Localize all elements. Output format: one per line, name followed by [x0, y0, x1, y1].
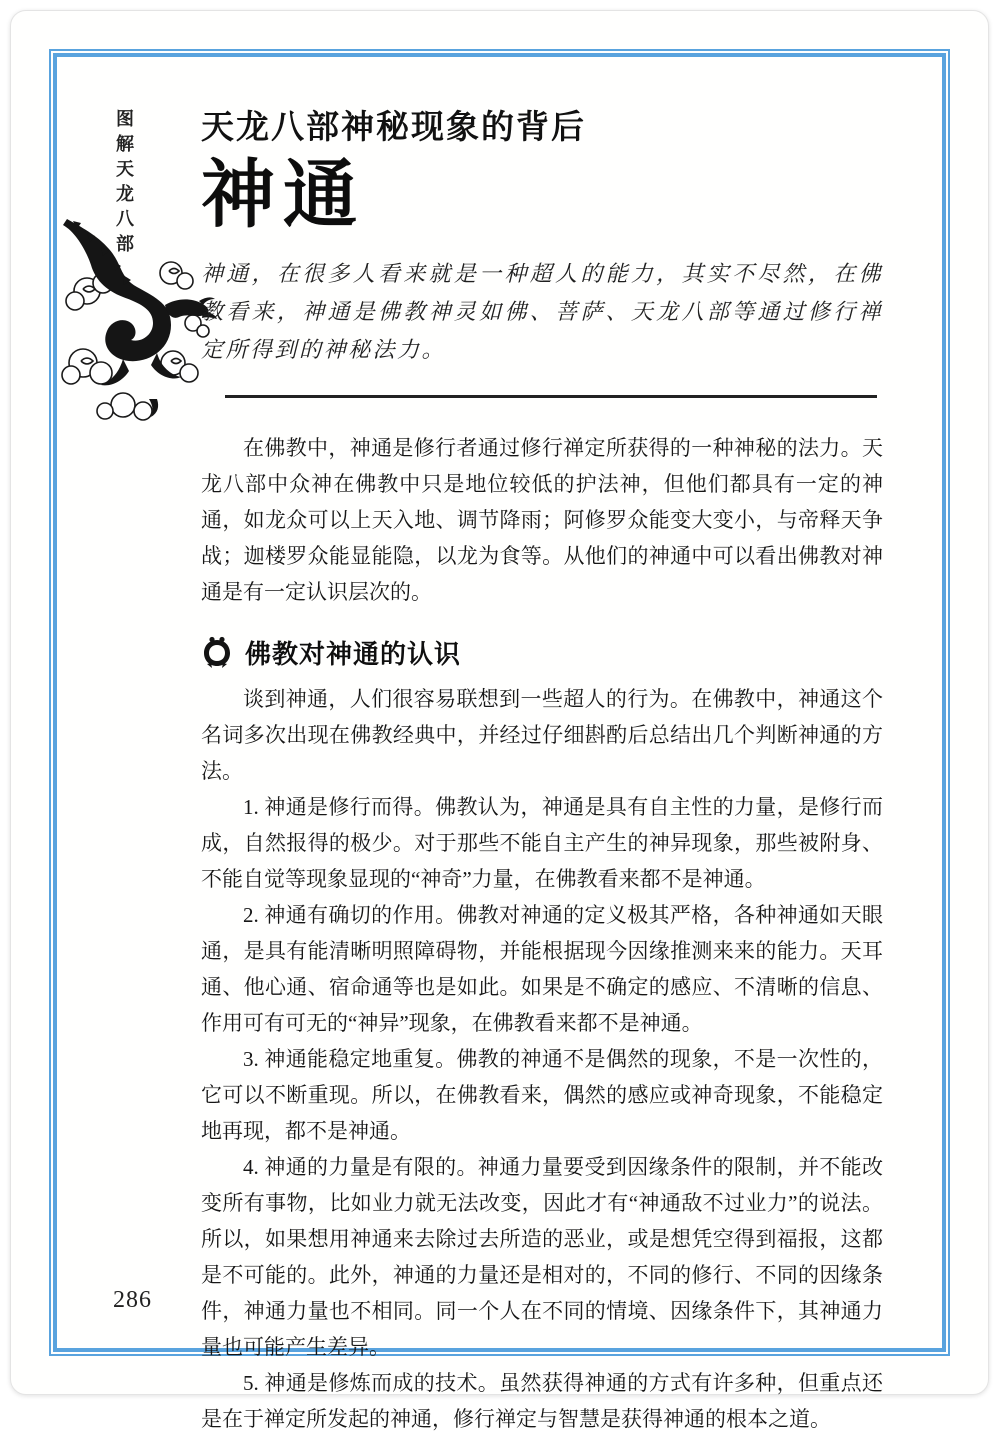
page-content [201, 107, 883, 1437]
intro-paragraph: 神通，在很多人看来就是一种超人的能力，其实不尽然，在佛教看来，神通是佛教神灵如佛、菩萨、天龙八部等通过修行禅定所得到的神秘法力。 [201, 261, 883, 362]
section-heading-row [201, 634, 883, 671]
point-paragraph-2: 2. 神通有确切的作用。佛教对神通的定义极其严格，各种神通如天眼通，是具有能清晰明照障碍物，并能根据现今因缘推测来来的能力。天耳通、他心通、宿命通等也是如此。如果是不确定的感应、不清晰的信息、作用可有可无的“神异”现象，在佛教看来都不是神通。 [201, 902, 883, 1035]
point-paragraph-1: 1. 神通是修行而得。佛教认为，神通是具有自主性的力量，是修行而成，自然报得的极少。对于那些不能自主产生的神异现象，那些被附身、不能自觉等现象显现的“神奇”力量，在佛教看来都不是神通。 [201, 794, 883, 891]
section-intro-paragraph: 谈到神通，人们很容易联想到一些超人的行为。在佛教中，神通这个名词多次出现在佛教经典中，并经过仔细斟酌后总结出几个判断神通的方法。 [201, 686, 883, 783]
dragon-medallion-icon [201, 635, 233, 669]
point-paragraph-5: 5. 神通是修炼而成的技术。虽然获得神通的方式有许多种，但重点还是在于禅定所发起的神通，修行禅定与智慧是获得神通的根本之道。 [201, 1370, 883, 1431]
page-number: 286 [113, 1287, 152, 1313]
divider-rule [225, 395, 877, 398]
book-series-title: 图解天龙八部 [114, 109, 134, 259]
page-title: 神通 [201, 155, 365, 237]
dragon-illustration [53, 213, 218, 423]
section-heading: 佛教对神通的认识 [245, 638, 462, 669]
point-paragraph-4: 4. 神通的力量是有限的。神通力量要受到因缘条件的限制，并不能改变所有事物，比如业力就无法改变，因此才有“神通敌不过业力”的说法。所以，如果想用神通来去除过去所造的恶业，或是想凭空得到福报，这都是不可能的。此外，神通的力量还是相对的，不同的修行、不同的因缘条件，神通力量也不相同。同一个人在不同的情境、因缘条件下，其神通力量也可能产生差异。 [201, 1154, 883, 1359]
book-page [10, 10, 989, 1431]
point-paragraph-3: 3. 神通能稳定地重复。佛教的神通不是偶然的现象，不是一次性的，它可以不断重现。所以，在佛教看来，偶然的感应或神奇现象，不能稳定地再现，都不是神通。 [201, 1046, 883, 1143]
chapter-subtitle: 天龙八部神秘现象的背后 [201, 108, 586, 145]
body-paragraph-1: 在佛教中，神通是修行者通过修行禅定所获得的一种神秘的法力。天龙八部中众神在佛教中只是地位较低的护法神，但他们都具有一定的神通，如龙众可以上天入地、调节降雨；阿修罗众能变大变小，与帝释天争战；迦楼罗众能显能隐，以龙为食等。从他们的神通中可以看出佛教对神通是有一定认识层次的。 [201, 435, 883, 604]
